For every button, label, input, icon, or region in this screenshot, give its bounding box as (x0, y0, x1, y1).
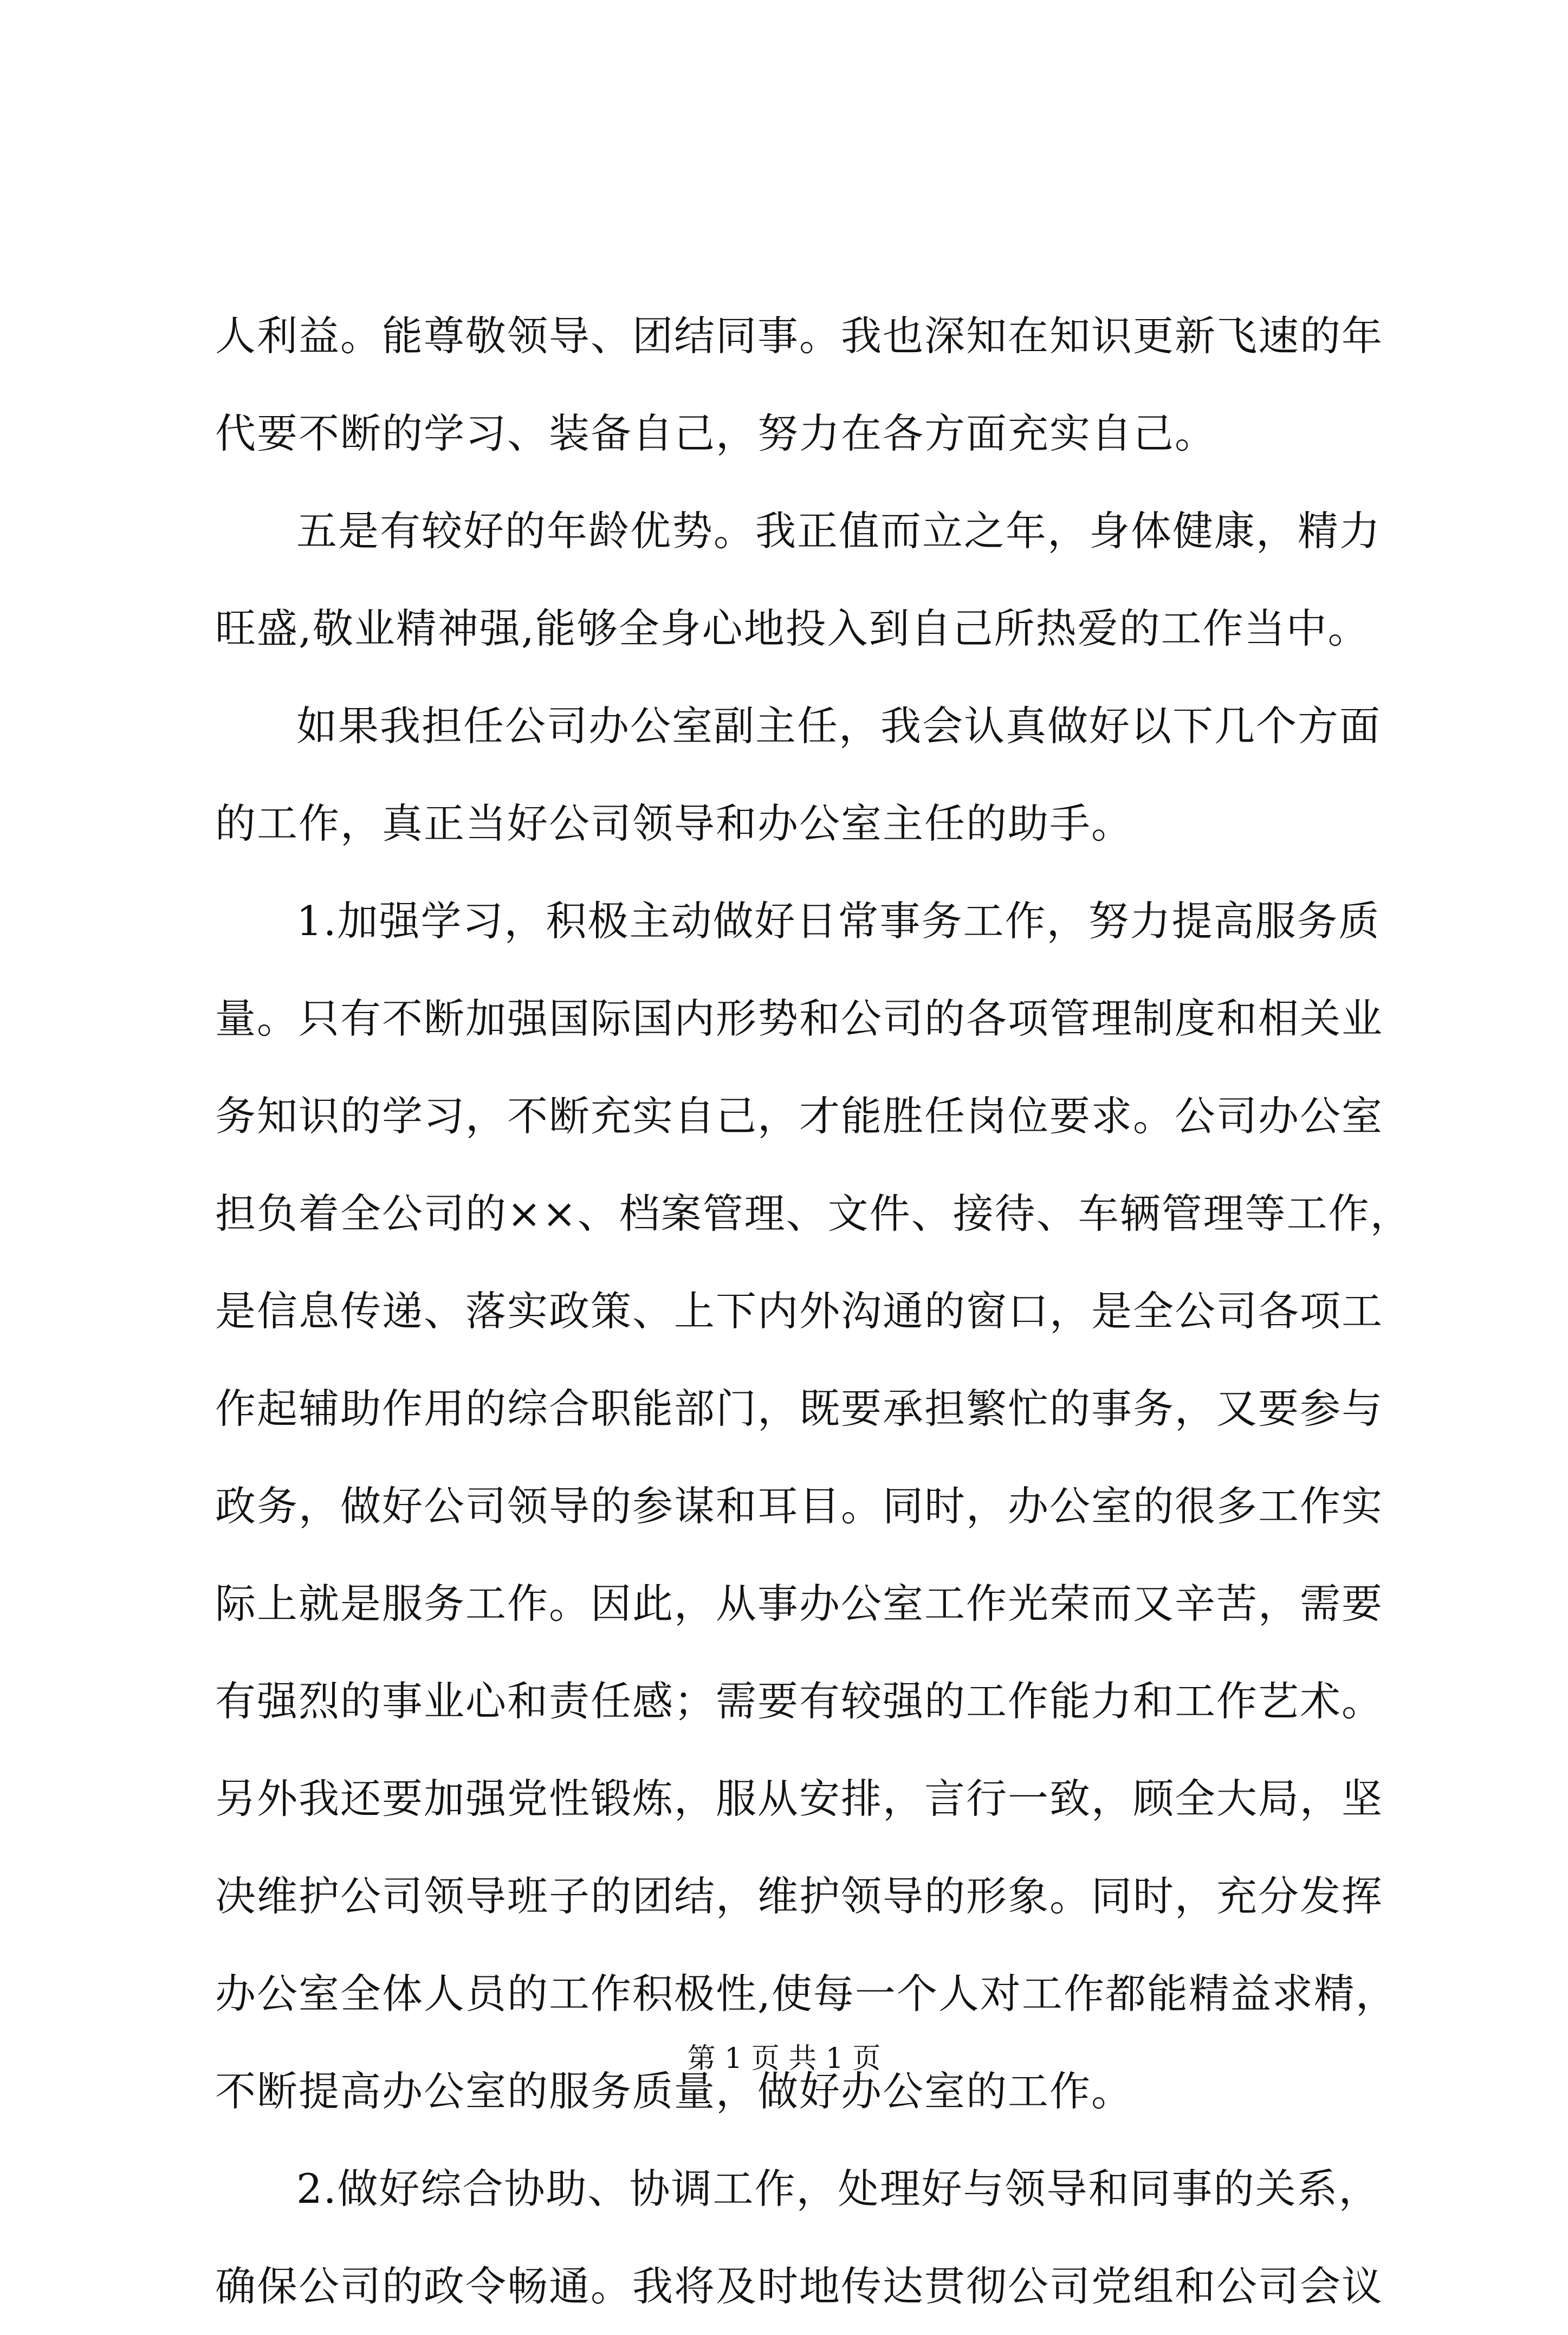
text-line: 办公室全体人员的工作积极性,使每一个人对工作都能精益求精， (215, 1970, 1397, 2018)
text-line: 不断提高办公室的服务质量，做好办公室的工作。 (215, 2067, 1133, 2115)
text-line: 政务，做好公司领导的参谋和耳目。同时，办公室的很多工作实 (215, 1482, 1384, 1530)
text-line: 的工作，真正当好公司领导和办公室主任的助手。 (215, 800, 1133, 847)
text-line: 旺盛,敬业精神强,能够全身心地投入到自己所热爱的工作当中。 (215, 605, 1370, 652)
text-line: 担负着全公司的××、档案管理、文件、接待、车辆管理等工作， (215, 1190, 1412, 1237)
text-line: 务知识的学习，不断充实自己，才能胜任岗位要求。公司办公室 (215, 1092, 1384, 1140)
text-line: 量。只有不断加强国际国内形势和公司的各项管理制度和相关业 (215, 995, 1384, 1042)
page-footer: 第 1 页 共 1 页 (687, 2042, 881, 2075)
text-line: 决维护公司领导班子的团结，维护领导的形象。同时，充分发挥 (215, 1872, 1384, 1920)
text-line: 代要不断的学习、装备自己，努力在各方面充实自己。 (215, 410, 1217, 457)
paragraph-first-line: 2.做好综合协助、协调工作，处理好与领导和同事的关系， (296, 2165, 1381, 2213)
paragraph-first-line: 五是有较好的年龄优势。我正值而立之年，身体健康，精力 (296, 507, 1382, 555)
text-line: 际上就是服务工作。因此，从事办公室工作光荣而又辛苦，需要 (215, 1580, 1384, 1627)
text-line: 是信息传递、落实政策、上下内外沟通的窗口，是全公司各项工 (215, 1287, 1384, 1335)
text-line: 有强烈的事业心和责任感；需要有较强的工作能力和工作艺术。 (215, 1677, 1384, 1725)
paragraph-first-line: 如果我担任公司办公室副主任，我会认真做好以下几个方面 (296, 702, 1382, 750)
paragraph-first-line: 1.加强学习，积极主动做好日常事务工作，努力提高服务质 (296, 897, 1381, 945)
text-line: 人利益。能尊敬领导、团结同事。我也深知在知识更新飞速的年 (215, 312, 1384, 360)
text-line: 确保公司的政令畅通。我将及时地传达贯彻公司党组和公司会议 (215, 2262, 1384, 2310)
text-line: 另外我还要加强党性锻炼，服从安排，言行一致，顾全大局，坚 (215, 1775, 1384, 1822)
text-line: 作起辅助作用的综合职能部门，既要承担繁忙的事务，又要参与 (215, 1385, 1384, 1432)
